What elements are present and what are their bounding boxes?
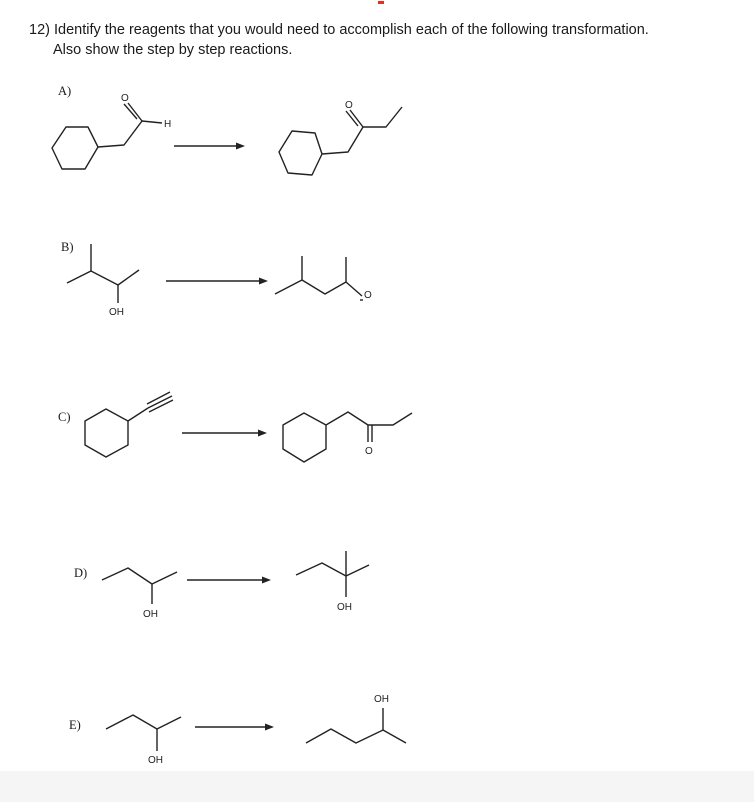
carbon-chain (326, 412, 412, 425)
reaction-arrow-e (195, 724, 274, 731)
problem-label-d: D) (74, 566, 88, 580)
problem-label-c: C) (58, 410, 71, 424)
reaction-d-product (296, 551, 369, 613)
reaction-b-product (275, 256, 372, 301)
carbon-chain (106, 715, 181, 729)
atom-label-oh: OH (109, 307, 124, 318)
cyclohexane-ring (283, 413, 326, 462)
reaction-b-reactant (67, 244, 139, 318)
atom-label-oh: OH (374, 694, 389, 705)
cyclohexane-ring (85, 409, 128, 457)
reaction-d-reactant (102, 568, 177, 620)
carbon-chain (102, 568, 177, 584)
carbon-chain (322, 107, 402, 154)
carbon-chain (275, 280, 362, 296)
question-line-2: Also show the step by step reactions. (53, 42, 293, 58)
atom-label-h: H (164, 119, 172, 130)
cyclopentane-ring (52, 127, 98, 169)
propargyl-bond (128, 408, 148, 421)
reaction-arrow-a (174, 143, 245, 150)
reaction-arrow-b (166, 278, 268, 285)
question-line-1: 12) Identify the reagents that you would need to accomplish each of the following transformation. (29, 22, 649, 38)
problem-label-a: A) (58, 84, 72, 98)
atom-label-o: O (364, 290, 372, 301)
reaction-c (85, 392, 412, 462)
reaction-e (106, 694, 406, 766)
reaction-a-reactant (52, 93, 171, 169)
carbon-chain (67, 270, 139, 285)
atom-label-o: O (345, 100, 353, 111)
atom-label-oh: OH (143, 609, 158, 620)
problem-label-b: B) (61, 240, 74, 254)
reaction-arrow-c (182, 430, 267, 437)
reaction-e-product (306, 694, 406, 743)
problem-label-e: E) (69, 718, 81, 732)
reaction-d (102, 551, 369, 620)
reaction-b (67, 244, 372, 318)
atom-label-o: O (121, 93, 129, 104)
reaction-c-product (283, 412, 412, 462)
atom-label-oh: OH (337, 602, 352, 613)
carbon-chain (296, 563, 369, 576)
reaction-c-reactant (85, 392, 173, 457)
footer-bar (0, 771, 754, 802)
cyclopentane-ring (279, 131, 322, 175)
reaction-arrow-d (187, 577, 271, 584)
atom-label-o: O (365, 446, 373, 457)
reaction-a (52, 93, 402, 175)
reaction-e-reactant (106, 715, 181, 766)
reaction-a-product (279, 100, 402, 175)
carbon-chain (98, 121, 162, 147)
carbon-chain (306, 729, 406, 743)
atom-label-oh: OH (148, 755, 163, 766)
